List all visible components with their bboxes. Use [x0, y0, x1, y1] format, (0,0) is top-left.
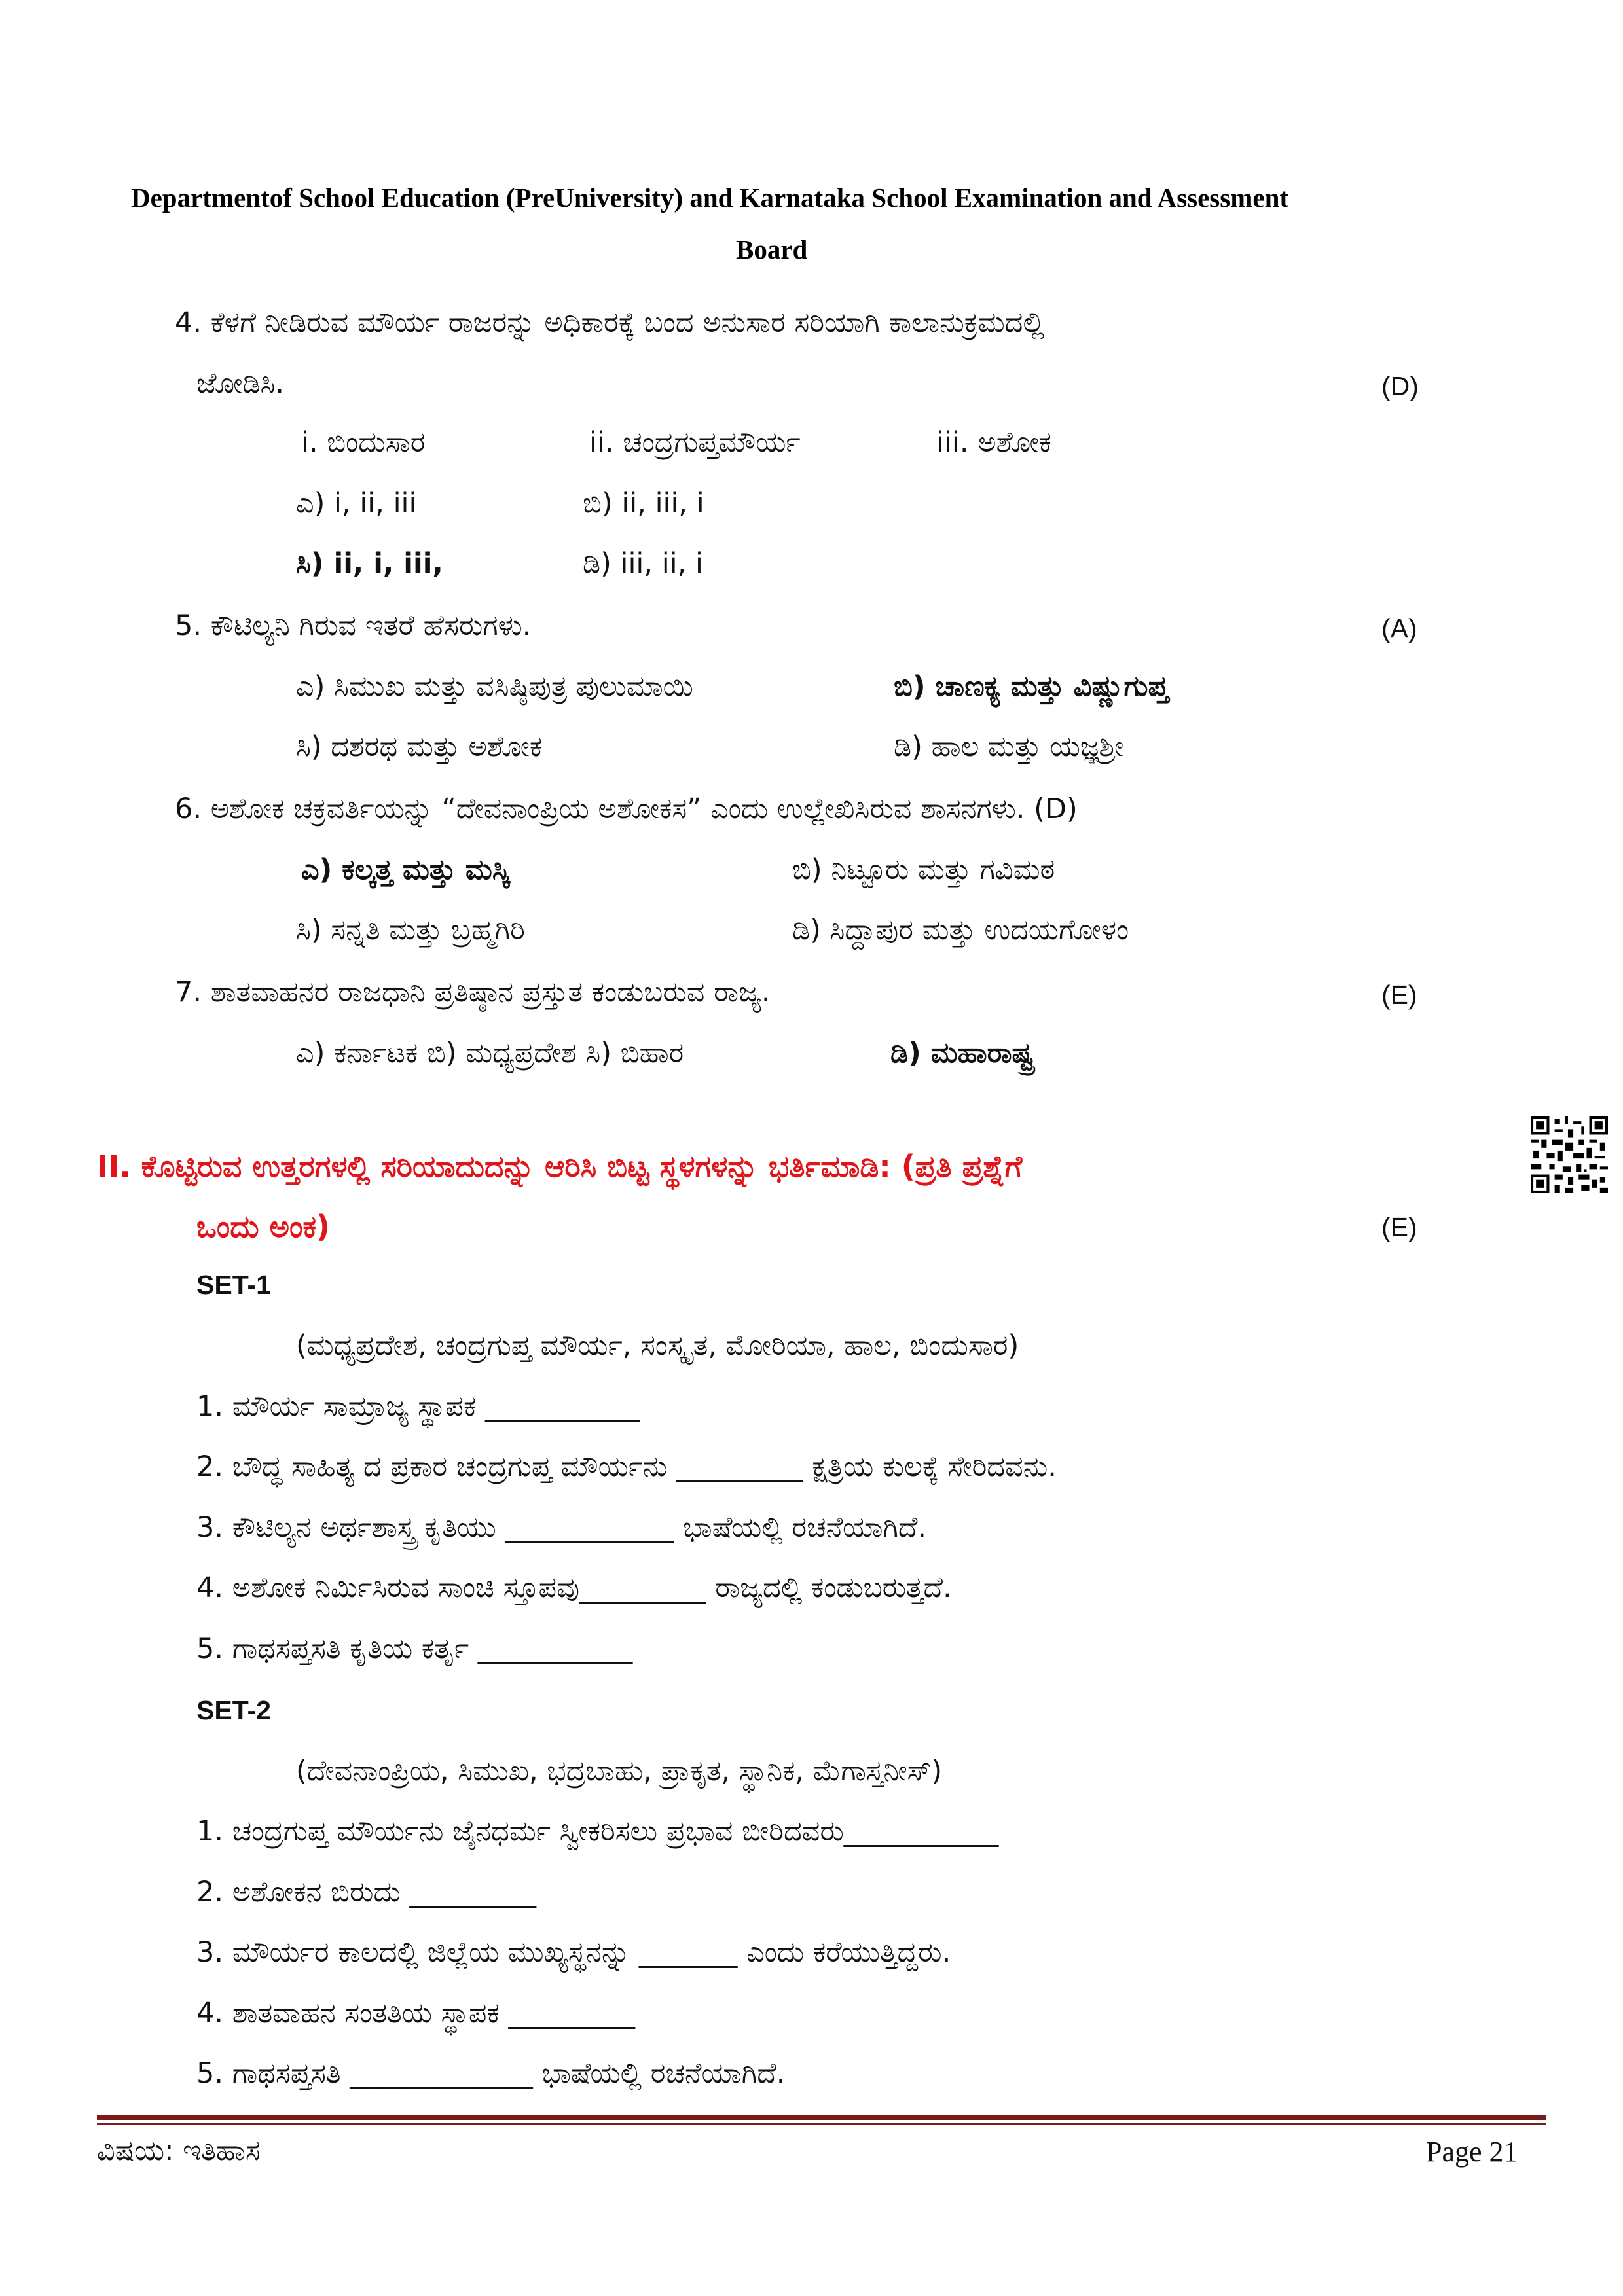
set-1-q3: 3. ಕೌಟಿಲ್ಯನ ಅರ್ಥಶಾಸ್ತ್ರ ಕೃತಿಯು ____________ ಭಾಷೆಯಲ್ಲಿ ರಚನೆಯಾಗಿದೆ.: [196, 1511, 927, 1544]
set-2-q3: 3. ಮೌರ್ಯರ ಕಾಲದಲ್ಲಿ ಜಿಲ್ಲೆಯ ಮುಖ್ಯಸ್ಥನನ್ನು _______ ಎಂದು ಕರೆಯುತ್ತಿದ್ದರು.: [196, 1936, 951, 1969]
q4-option-c: ಸಿ) ii, i, iii,: [296, 547, 443, 580]
q4-item-2: ii. ಚಂದ್ರಗುಪ್ತಮೌರ್ಯ: [589, 426, 801, 459]
q4-option-b: ಬಿ) ii, iii, i: [583, 487, 704, 520]
q6-option-c: ಸಿ) ಸನ್ನತಿ ಮತ್ತು ಬ್ರಹ್ಮಗಿರಿ: [296, 914, 525, 946]
set-2-q1: 1. ಚಂದ್ರಗುಪ್ತ ಮೌರ್ಯನು ಜೈನಧರ್ಮ ಸ್ವೀಕರಿಸಲು ಪ್ರಭಾವ ಬೀರಿದವರು___________: [196, 1815, 999, 1848]
q7-options: ಎ) ಕರ್ನಾಟಕ ಬಿ) ಮಧ್ಯಪ್ರದೇಶ ಸಿ) ಬಿಹಾರ: [296, 1037, 684, 1069]
set-2-q4: 4. ಶಾತವಾಹನ ಸಂತತಿಯ ಸ್ಥಾಪಕ _________: [196, 1997, 636, 2030]
set-2-choices: (ದೇವನಾಂಪ್ರಿಯ, ಸಿಮುಖ, ಭದ್ರಬಾಹು, ಪ್ರಾಕೃತ, ಸ್ಥಾನಿಕ, ಮೆಗಾಸ್ತನೀಸ್): [296, 1755, 943, 1787]
set-1-q2: 2. ಬೌದ್ಧ ಸಾಹಿತ್ಯ ದ ಪ್ರಕಾರ ಚಂದ್ರಗುಪ್ತ ಮೌರ್ಯನು _________ ಕ್ಷತ್ರಿಯ ಕುಲಕ್ಕೆ ಸೇರಿದವನು.: [196, 1450, 1057, 1483]
q4-answer: (D): [1381, 371, 1419, 401]
q5-option-c: ಸಿ) ದಶರಥ ಮತ್ತು ಅಶೋಕ: [296, 730, 543, 763]
q4-text-line2: ಜೋಡಿಸಿ.: [196, 367, 285, 400]
qr-code-icon: [1531, 1116, 1608, 1193]
set-1-label: SET-1: [196, 1270, 271, 1300]
q4-text-line1: 4. ಕೆಳಗೆ ನೀಡಿರುವ ಮೌರ್ಯ ರಾಜರನ್ನು ಅಧಿಕಾರಕ್ಕೆ ಬಂದ ಅನುಸಾರ ಸರಿಯಾಗಿ ಕಾಲಾನುಕ್ರಮದಲ್ಲಿ: [175, 306, 1044, 339]
footer-page-number: Page 21: [1426, 2136, 1518, 2168]
set-1-q1: 1. ಮೌರ್ಯ ಸಾಮ್ರಾಜ್ಯ ಸ್ಥಾಪಕ ___________: [196, 1390, 640, 1423]
section-2-heading-line2: ಒಂದು ಅಂಕ): [196, 1209, 331, 1244]
set-1-choices: (ಮಧ್ಯಪ್ರದೇಶ, ಚಂದ್ರಗುಪ್ತ ಮೌರ್ಯ, ಸಂಸ್ಕೃತ, ಮೋರಿಯಾ, ಹಾಲ, ಬಿಂದುಸಾರ): [296, 1329, 1019, 1362]
footer-subject: ವಿಷಯ: ಇತಿಹಾಸ: [97, 2134, 261, 2167]
q5-option-d: ಡಿ) ಹಾಲ ಮತ್ತು ಯಜ್ಞಶ್ರೀ: [894, 730, 1124, 763]
q5-answer: (A): [1381, 613, 1417, 643]
q7-option-d: ಡಿ) ಮಹಾರಾಷ್ಟ್ರ: [890, 1037, 1034, 1069]
q7-answer: (E): [1381, 980, 1417, 1010]
footer-rule-thin: [97, 2123, 1546, 2125]
set-2-q5: 5. ಗಾಥಸಪ್ತಸತಿ _____________ ಭಾಷೆಯಲ್ಲಿ ರಚನೆಯಾಗಿದೆ.: [196, 2057, 786, 2090]
q6-text: 6. ಅಶೋಕ ಚಕ್ರವರ್ತಿಯನ್ನು “ದೇವನಾಂಪ್ರಿಯ ಅಶೋಕಸ” ಎಂದು ಉಲ್ಲೇಖಿಸಿರುವ ಶಾಸನಗಳು. (D): [175, 793, 1078, 825]
section-2-answer: (E): [1381, 1212, 1417, 1242]
set-1-q5: 5. ಗಾಥಸಪ್ತಸತಿ ಕೃತಿಯ ಕರ್ತೃ ___________: [196, 1632, 633, 1665]
set-2-label: SET-2: [196, 1695, 271, 1725]
q6-option-d: ಡಿ) ಸಿದ್ದಾಪುರ ಮತ್ತು ಉದಯಗೋಳಂ: [792, 914, 1129, 946]
q6-option-b: ಬಿ) ನಿಟ್ಟೂರು ಮತ್ತು ಗವಿಮಠ: [792, 853, 1055, 886]
q4-option-a: ಎ) i, ii, iii: [296, 487, 417, 520]
q5-option-a: ಎ) ಸಿಮುಖ ಮತ್ತು ವಸಿಷ್ಠಿಪುತ್ರ ಪುಲುಮಾಯಿ: [296, 670, 693, 703]
q4-option-d: ಡಿ) iii, ii, i: [583, 547, 703, 580]
q5-option-b: ಬಿ) ಚಾಣಕ್ಯ ಮತ್ತು ವಿಷ್ಣುಗುಪ್ತ: [894, 670, 1169, 703]
header-line-1: Departmentof School Education (PreUniversity) and Karnataka School Examination and Assessment: [131, 183, 1289, 213]
q4-item-1: i. ಬಿಂದುಸಾರ: [301, 426, 426, 459]
q4-item-3: iii. ಅಶೋಕ: [936, 426, 1051, 459]
q7-text: 7. ಶಾತವಾಹನರ ರಾಜಧಾನಿ ಪ್ರತಿಷ್ಠಾನ ಪ್ರಸ್ತುತ ಕಂಡುಬರುವ ರಾಜ್ಯ.: [175, 976, 771, 1009]
set-1-q4: 4. ಅಶೋಕ ನಿರ್ಮಿಸಿರುವ ಸಾಂಚಿ ಸ್ತೂಪವು_________ ರಾಜ್ಯದಲ್ಲಿ ಕಂಡುಬರುತ್ತದೆ.: [196, 1571, 952, 1604]
set-2-q2: 2. ಅಶೋಕನ ಬಿರುದು _________: [196, 1876, 536, 1909]
header-line-2: Board: [736, 234, 808, 264]
section-2-heading-line1: II. ಕೊಟ್ಟಿರುವ ಉತ್ತರಗಳಲ್ಲಿ ಸರಿಯಾದುದನ್ನು ಆರಿಸಿ ಬಿಟ್ಟ ಸ್ಥಳಗಳನ್ನು ಭರ್ತಿಮಾಡಿ: (ಪ್ರತಿ ಪ್ರಶ್ನೆಗೆ: [97, 1149, 1023, 1184]
q6-option-a: ಎ) ಕಲ್ಕತ್ತ ಮತ್ತು ಮಸ್ಕಿ: [301, 853, 510, 886]
footer-rule-thick: [97, 2115, 1546, 2120]
q5-text: 5. ಕೌಟಿಲ್ಯನಿ ಗಿರುವ ಇತರೆ ಹೆಸರುಗಳು.: [175, 609, 532, 642]
